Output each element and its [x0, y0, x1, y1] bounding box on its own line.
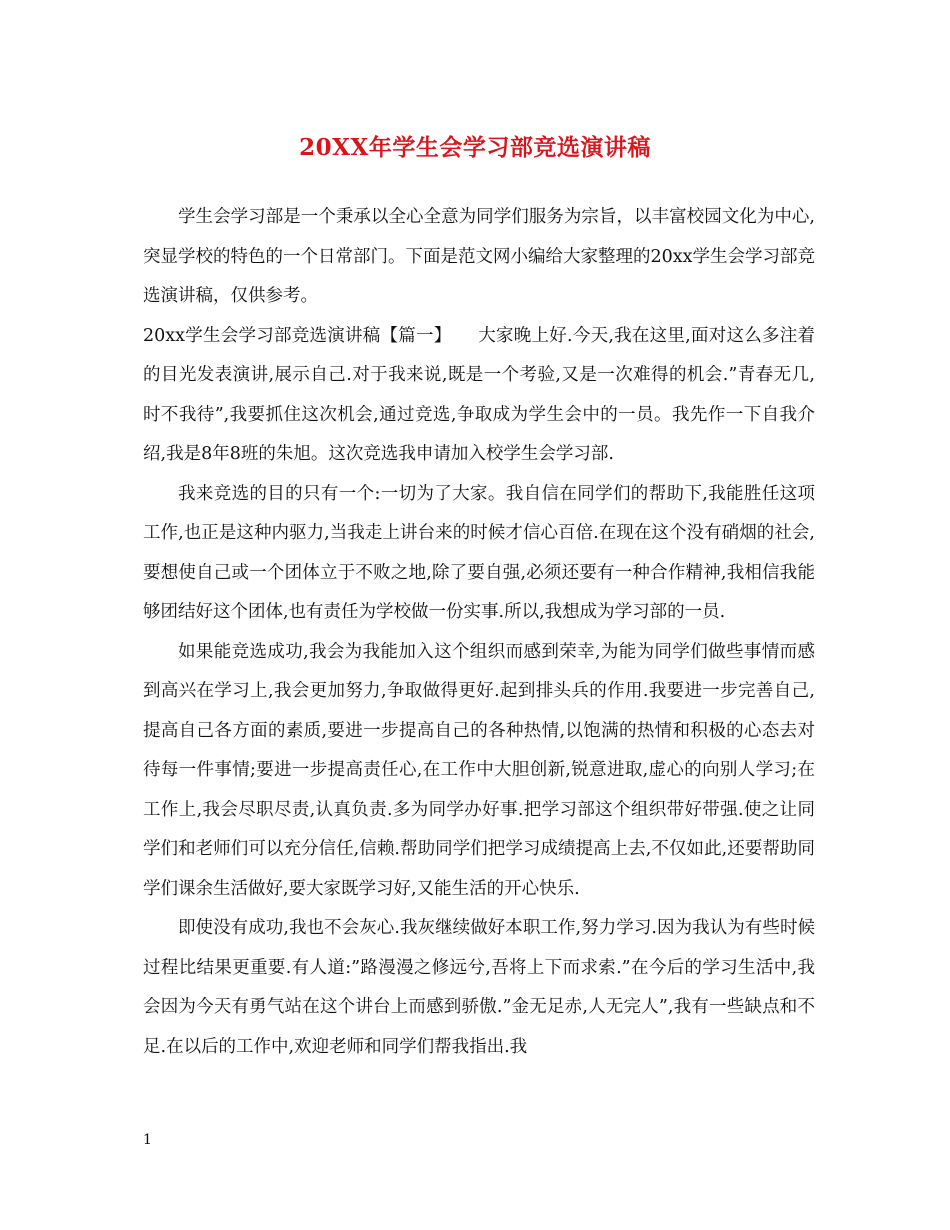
paragraph-purpose: 我来竞选的目的只有一个:一切为了大家。我自信在同学们的帮助下,我能胜任这项工作,也正是这种内驱力,当我走上讲台来的时候才信心百倍.在现在这个没有硝烟的社会,要想使自己或一个团体立于不败之地,除了要自强,必须还要有一种合作精神,我相信我能够团结好这个团体,也有责任为学校做一份实事.所以,我想成为学习部的一员.: [143, 483, 815, 622]
paragraph-intro: 学生会学习部是一个秉承以全心全意为同学们服务为宗旨，以丰富校园文化为中心,突显学校的特色的一个日常部门。下面是范文网小编给大家整理的20xx学生会学习部竞选演讲稿，仅供参考。: [143, 207, 816, 306]
paragraph-section-one: 20xx学生会学习部竞选演讲稿【篇一】 大家晚上好.今天,我在这里,面对这么多注着的目光发表演讲,展示自己.对于我来说,既是一个考验,又是一次难得的机会.”青春无几,时不我待”,我要抓住这次机会,通过竞选,争取成为学生会中的一员。我先作一下自我介绍,我是8年8班的朱旭。这次竞选我申请加入校学生会学习部.: [143, 325, 815, 464]
paragraph-if-fail: 即使没有成功,我也不会灰心.我灰继续做好本职工作,努力学习.因为我认为有些时候过程比结果更重要.有人道:”路漫漫之修远兮,吾将上下而求索.”在今后的学习生活中,我会因为今天有勇气站在这个讲台上而感到骄傲.”金无足赤,人无完人”,我有一些缺点和不足.在以后的工作中,欢迎老师和同学们帮我指出.我: [143, 918, 815, 1057]
document-title: 20XX年学生会学习部竞选演讲稿: [299, 134, 651, 161]
document-body: [143, 198, 815, 1067]
paragraph-if-success: 如果能竞选成功,我会为我能加入这个组织而感到荣幸,为能为同学们做些事情而感到高兴在学习上,我会更加努力,争取做得更好.起到排头兵的作用.我要进一步完善自己,提高自己各方面的素质,要进一步提高自己的各种热情,以饱满的热情和积极的心态去对待每一件事情;要进一步提高责任心,在工作中大胆创新,锐意进取,虚心的向别人学习;在工作上,我会尽职尽责,认真负责.多为同学办好事.把学习部这个组织带好带强.使之让同学们和老师们可以充分信任,信赖.帮助同学们把学习成绩提高上去,不仅如此,还要帮助同学们课余生活做好,要大家既学习好,又能生活的开心快乐.: [143, 641, 815, 899]
page-number: 1: [143, 1132, 152, 1148]
